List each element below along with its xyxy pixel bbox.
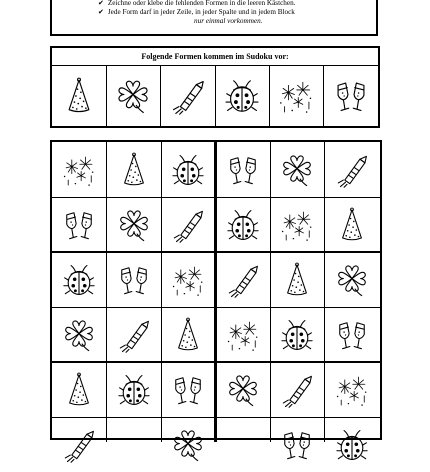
sudoku-cell-rocket	[52, 417, 107, 472]
ladybug-icon	[170, 152, 206, 188]
fireworks-icon	[61, 152, 97, 188]
legend-divider	[160, 66, 161, 126]
ladybug-icon	[225, 207, 261, 243]
rocket-icon	[170, 207, 206, 243]
sudoku-cell-party-hat	[161, 307, 216, 362]
fireworks-icon	[225, 317, 261, 353]
sudoku-cell-clover	[52, 307, 107, 362]
check-icon: ✔	[98, 8, 104, 16]
ladybug-icon	[279, 317, 315, 353]
block-divider-horizontal	[52, 251, 382, 254]
sudoku-cell-champagne	[107, 252, 162, 307]
sudoku-cell-fireworks	[270, 197, 325, 252]
party-hat-icon	[61, 372, 97, 408]
rocket-icon	[61, 427, 97, 463]
sudoku-cell-ladybug	[107, 362, 162, 417]
sudoku-cell-rocket	[216, 252, 271, 307]
instructions-box	[50, 0, 378, 36]
legend-title: Folgende Formen kommen im Sudoku vor:	[52, 48, 378, 66]
ladybug-icon	[61, 262, 97, 298]
clover-icon	[116, 207, 152, 243]
cell-divider-horizontal	[52, 307, 382, 308]
legend-shape-party-hat	[52, 66, 106, 126]
clover-icon	[170, 427, 206, 463]
instruction-text-1: Zeichne oder klebe die fehlenden Formen in die leeren Kästchen.	[107, 0, 296, 7]
block-divider-vertical	[214, 142, 217, 442]
instruction-line-3: nur einmal vorkommen.	[194, 17, 263, 25]
clover-icon	[225, 372, 261, 408]
legend-shape-fireworks	[269, 66, 323, 126]
legend-divider	[269, 66, 270, 126]
champagne-icon	[116, 262, 152, 298]
party-hat-icon	[170, 317, 206, 353]
shape-legend	[50, 46, 380, 128]
sudoku-cell-rocket	[325, 142, 380, 197]
cell-divider-vertical	[161, 142, 162, 442]
sudoku-cell-ladybug	[52, 252, 107, 307]
ladybug-icon	[223, 77, 261, 115]
sudoku-cell-rocket	[270, 362, 325, 417]
party-hat-icon	[60, 77, 98, 115]
party-hat-icon	[279, 262, 315, 298]
cell-divider-horizontal	[52, 417, 382, 418]
champagne-icon	[170, 372, 206, 408]
cell-divider-horizontal	[52, 197, 382, 198]
legend-shape-rocket	[161, 66, 215, 126]
legend-cells	[52, 66, 378, 126]
sudoku-cell-rocket	[161, 197, 216, 252]
champagne-icon	[334, 317, 370, 353]
champagne-icon	[279, 427, 315, 463]
fireworks-icon	[279, 207, 315, 243]
rocket-icon	[116, 317, 152, 353]
sudoku-cell-party-hat	[52, 362, 107, 417]
cell-divider-vertical	[270, 142, 271, 442]
sudoku-cell-party-hat	[270, 252, 325, 307]
sudoku-cell-clover	[270, 142, 325, 197]
party-hat-icon	[334, 207, 370, 243]
clover-icon	[279, 152, 315, 188]
rocket-icon	[225, 262, 261, 298]
fireworks-icon	[170, 262, 206, 298]
champagne-icon	[61, 207, 97, 243]
sudoku-cell-champagne	[161, 362, 216, 417]
sudoku-cell-champagne	[52, 197, 107, 252]
cell-divider-vertical	[324, 142, 325, 442]
champagne-icon	[225, 152, 261, 188]
sudoku-cell-fireworks	[325, 362, 380, 417]
sudoku-grid	[50, 140, 382, 440]
sudoku-cell-rocket	[107, 307, 162, 362]
sudoku-cell-champagne	[325, 307, 380, 362]
clover-icon	[61, 317, 97, 353]
legend-divider	[323, 66, 324, 126]
ladybug-icon	[334, 427, 370, 463]
sudoku-cell-ladybug	[216, 197, 271, 252]
legend-divider	[215, 66, 216, 126]
instruction-line-1	[98, 0, 295, 7]
instruction-text-2: Jede Form darf in jeder Zeile, in jeder Spalte und in jedem Block	[107, 8, 295, 16]
party-hat-icon	[116, 152, 152, 188]
ladybug-icon	[116, 372, 152, 408]
cell-divider-vertical	[106, 142, 107, 442]
sudoku-cell-clover	[161, 417, 216, 472]
rocket-icon	[279, 372, 315, 408]
legend-shape-champagne	[324, 66, 378, 126]
legend-shape-clover	[106, 66, 160, 126]
fireworks-icon	[334, 372, 370, 408]
sudoku-cell-party-hat	[325, 197, 380, 252]
clover-icon	[334, 262, 370, 298]
sudoku-cell-fireworks	[216, 307, 271, 362]
sudoku-cell-clover	[107, 197, 162, 252]
sudoku-cell-ladybug	[270, 307, 325, 362]
instruction-line-2	[98, 8, 295, 16]
clover-icon	[114, 77, 152, 115]
sudoku-cell-party-hat	[107, 142, 162, 197]
sudoku-cell-fireworks	[161, 252, 216, 307]
sudoku-cell-fireworks	[52, 142, 107, 197]
sudoku-cell-ladybug	[161, 142, 216, 197]
sudoku-cell-champagne	[270, 417, 325, 472]
fireworks-icon	[277, 77, 315, 115]
sudoku-cell-champagne	[216, 142, 271, 197]
rocket-icon	[169, 77, 207, 115]
sudoku-cell-empty[interactable]	[107, 417, 162, 472]
sudoku-cell-clover	[216, 362, 271, 417]
sudoku-cell-clover	[325, 252, 380, 307]
check-icon: ✔	[98, 0, 104, 7]
sudoku-cell-ladybug	[325, 417, 380, 472]
champagne-icon	[332, 77, 370, 115]
rocket-icon	[334, 152, 370, 188]
sudoku-cell-empty[interactable]	[216, 417, 271, 472]
legend-shape-ladybug	[215, 66, 269, 126]
block-divider-horizontal	[52, 361, 382, 364]
legend-divider	[106, 66, 107, 126]
